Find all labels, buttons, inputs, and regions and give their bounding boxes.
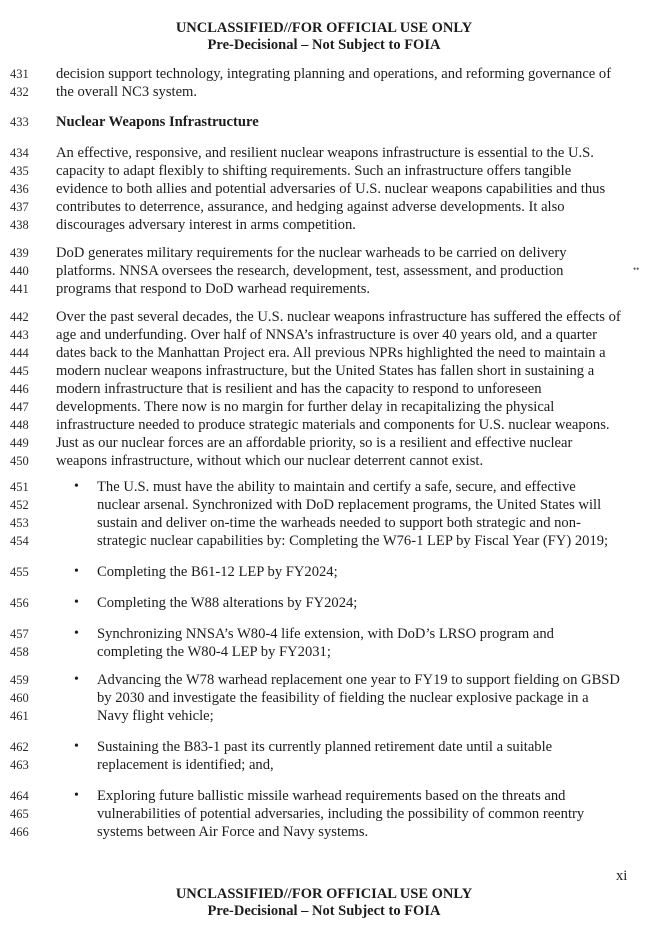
line-text: Advancing the W78 warhead replacement one year to FY19 to support fielding on GBSD xyxy=(97,672,620,688)
line-number: 456 xyxy=(10,596,29,610)
line-text: discourages adversary interest in arms competition. xyxy=(56,217,356,233)
line-text: sustain and deliver on-time the warheads needed to support both strategic and non- xyxy=(97,515,581,531)
line-text: Synchronizing NNSA’s W80-4 life extension, with DoD’s LRSO program and xyxy=(97,626,554,642)
line-text: the overall NC3 system. xyxy=(56,84,198,100)
line-number: 461 xyxy=(10,709,29,723)
line-text: evidence to both allies and potential adversaries of U.S. nuclear weapons capabilities and thus xyxy=(56,181,606,197)
line-number: 440 xyxy=(10,264,29,278)
line-number: 449 xyxy=(10,436,29,450)
line-number: 437 xyxy=(10,200,29,214)
text-line xyxy=(0,344,648,362)
text-line xyxy=(0,496,648,514)
text-line xyxy=(0,326,648,344)
line-text: platforms. NNSA oversees the research, development, test, assessment, and production xyxy=(56,263,564,279)
line-text: Just as our nuclear forces are an affordable priority, so is a resilient and effective nuclear xyxy=(56,435,573,451)
bullet-item-line xyxy=(0,563,648,581)
text-line xyxy=(0,514,648,532)
line-number: 434 xyxy=(10,146,29,160)
line-text: An effective, responsive, and resilient nuclear weapons infrastructure is essential to the U.S. xyxy=(56,145,594,161)
text-line xyxy=(0,162,648,180)
text-line xyxy=(0,532,648,550)
text-line xyxy=(0,689,648,707)
text-line xyxy=(0,244,648,262)
text-line xyxy=(0,180,648,198)
line-number: 454 xyxy=(10,534,29,548)
line-text: Navy flight vehicle; xyxy=(97,708,214,724)
line-text: Sustaining the B83-1 past its currently planned retirement date until a suitable xyxy=(97,739,553,755)
text-line xyxy=(0,416,648,434)
line-number: 436 xyxy=(10,182,29,196)
header-classification: UNCLASSIFIED//FOR OFFICIAL USE ONLY xyxy=(175,20,473,36)
bullet-icon: • xyxy=(74,595,79,610)
line-text: modern nuclear weapons infrastructure, but the United States has fallen short in sustaining a xyxy=(56,363,595,379)
line-text: weapons infrastructure, without which our nuclear deterrent cannot exist. xyxy=(56,453,484,469)
line-number: 444 xyxy=(10,346,29,360)
text-line xyxy=(0,83,648,101)
line-text: by 2030 and investigate the feasibility of fielding the nuclear explosive package in a xyxy=(97,690,589,706)
line-number: 452 xyxy=(10,498,29,512)
bullet-item-line xyxy=(0,625,648,643)
line-text: decision support technology, integrating planning and operations, and reforming governance of xyxy=(56,66,612,82)
line-number: 453 xyxy=(10,516,29,530)
text-line xyxy=(0,65,648,83)
line-number: 442 xyxy=(10,310,29,324)
line-text: Over the past several decades, the U.S. nuclear weapons infrastructure has suffered the effects of xyxy=(56,309,621,325)
footer-classification: UNCLASSIFIED//FOR OFFICIAL USE ONLY xyxy=(175,886,473,902)
scan-mark: •• xyxy=(633,264,640,274)
text-line xyxy=(0,362,648,380)
section-heading-line xyxy=(0,113,648,131)
bullet-item-line xyxy=(0,787,648,805)
line-number: 458 xyxy=(10,645,29,659)
text-line xyxy=(0,434,648,452)
text-line xyxy=(0,805,648,823)
text-line xyxy=(0,823,648,841)
line-text: Exploring future ballistic missile warhead requirements based on the threats and xyxy=(97,788,566,804)
line-text: replacement is identified; and, xyxy=(97,757,274,773)
bullet-icon: • xyxy=(74,788,79,803)
bullet-item-line xyxy=(0,594,648,612)
bullet-item-line xyxy=(0,671,648,689)
line-number: 439 xyxy=(10,246,29,260)
bullet-icon: • xyxy=(74,479,79,494)
line-text: vulnerabilities of potential adversaries, including the possibility of common reentry xyxy=(97,806,585,822)
line-number: 431 xyxy=(10,67,29,81)
text-line xyxy=(0,144,648,162)
line-number: 443 xyxy=(10,328,29,342)
text-line xyxy=(0,380,648,398)
line-number: 441 xyxy=(10,282,29,296)
line-number: 450 xyxy=(10,454,29,468)
line-text: capacity to adapt flexibly to shifting requirements. Such an infrastructure offers tangible xyxy=(56,163,572,179)
line-number: 455 xyxy=(10,565,29,579)
text-line xyxy=(0,198,648,216)
line-text: systems between Air Force and Navy systems. xyxy=(97,824,369,840)
footer-status: Pre-Decisional – Not Subject to FOIA xyxy=(207,903,441,919)
line-number: 438 xyxy=(10,218,29,232)
line-text: programs that respond to DoD warhead requirements. xyxy=(56,281,371,297)
line-text: Completing the B61-12 LEP by FY2024; xyxy=(97,564,338,580)
line-number: 457 xyxy=(10,627,29,641)
line-number: 433 xyxy=(10,115,29,129)
line-number: 463 xyxy=(10,758,29,772)
line-text: age and underfunding. Over half of NNSA’s infrastructure is over 40 years old, and a quarter xyxy=(56,327,598,343)
line-number: 446 xyxy=(10,382,29,396)
text-line xyxy=(0,707,648,725)
line-number: 465 xyxy=(10,807,29,821)
line-number: 466 xyxy=(10,825,29,839)
line-number: 448 xyxy=(10,418,29,432)
text-line xyxy=(0,308,648,326)
line-text: developments. There now is no margin for further delay in recapitalizing the physical xyxy=(56,399,555,415)
line-number: 432 xyxy=(10,85,29,99)
line-text: Completing the W88 alterations by FY2024; xyxy=(97,595,358,611)
line-text: The U.S. must have the ability to maintain and certify a safe, secure, and effective xyxy=(97,479,576,495)
text-line xyxy=(0,756,648,774)
bullet-item-line xyxy=(0,738,648,756)
bullet-icon: • xyxy=(74,564,79,579)
line-text: infrastructure needed to produce strategic materials and components for U.S. nuclear weapons. xyxy=(56,417,610,433)
line-number: 445 xyxy=(10,364,29,378)
page-header xyxy=(0,20,648,54)
line-text: DoD generates military requirements for the nuclear warheads to be carried on delivery xyxy=(56,245,567,261)
line-text: nuclear arsenal. Synchronized with DoD replacement programs, the United States will xyxy=(97,497,602,513)
line-number: 460 xyxy=(10,691,29,705)
line-text: dates back to the Manhattan Project era. All previous NPRs highlighted the need to maintain a xyxy=(56,345,606,361)
line-text: modern infrastructure that is resilient and has the capacity to respond to unforeseen xyxy=(56,381,542,397)
line-number: 462 xyxy=(10,740,29,754)
line-text: strategic nuclear capabilities by: Completing the W76-1 LEP by Fiscal Year (FY) 2019; xyxy=(97,533,609,549)
bullet-icon: • xyxy=(74,672,79,687)
text-line xyxy=(0,643,648,661)
bullet-icon: • xyxy=(74,626,79,641)
line-number: 451 xyxy=(10,480,29,494)
line-text: contributes to deterrence, assurance, and hedging against adverse developments. It also xyxy=(56,199,565,215)
line-number: 459 xyxy=(10,673,29,687)
line-number: 464 xyxy=(10,789,29,803)
page-footer xyxy=(0,886,648,920)
header-status: Pre-Decisional – Not Subject to FOIA xyxy=(207,37,441,53)
bullet-icon: • xyxy=(74,739,79,754)
line-number: 447 xyxy=(10,400,29,414)
text-line xyxy=(0,262,648,280)
text-line xyxy=(0,280,648,298)
line-text: completing the W80-4 LEP by FY2031; xyxy=(97,644,331,660)
bullet-item-line xyxy=(0,478,648,496)
text-line xyxy=(0,452,648,470)
text-line xyxy=(0,216,648,234)
section-heading: Nuclear Weapons Infrastructure xyxy=(56,114,259,130)
text-line xyxy=(0,398,648,416)
line-number: 435 xyxy=(10,164,29,178)
page-number: xi xyxy=(616,868,628,884)
